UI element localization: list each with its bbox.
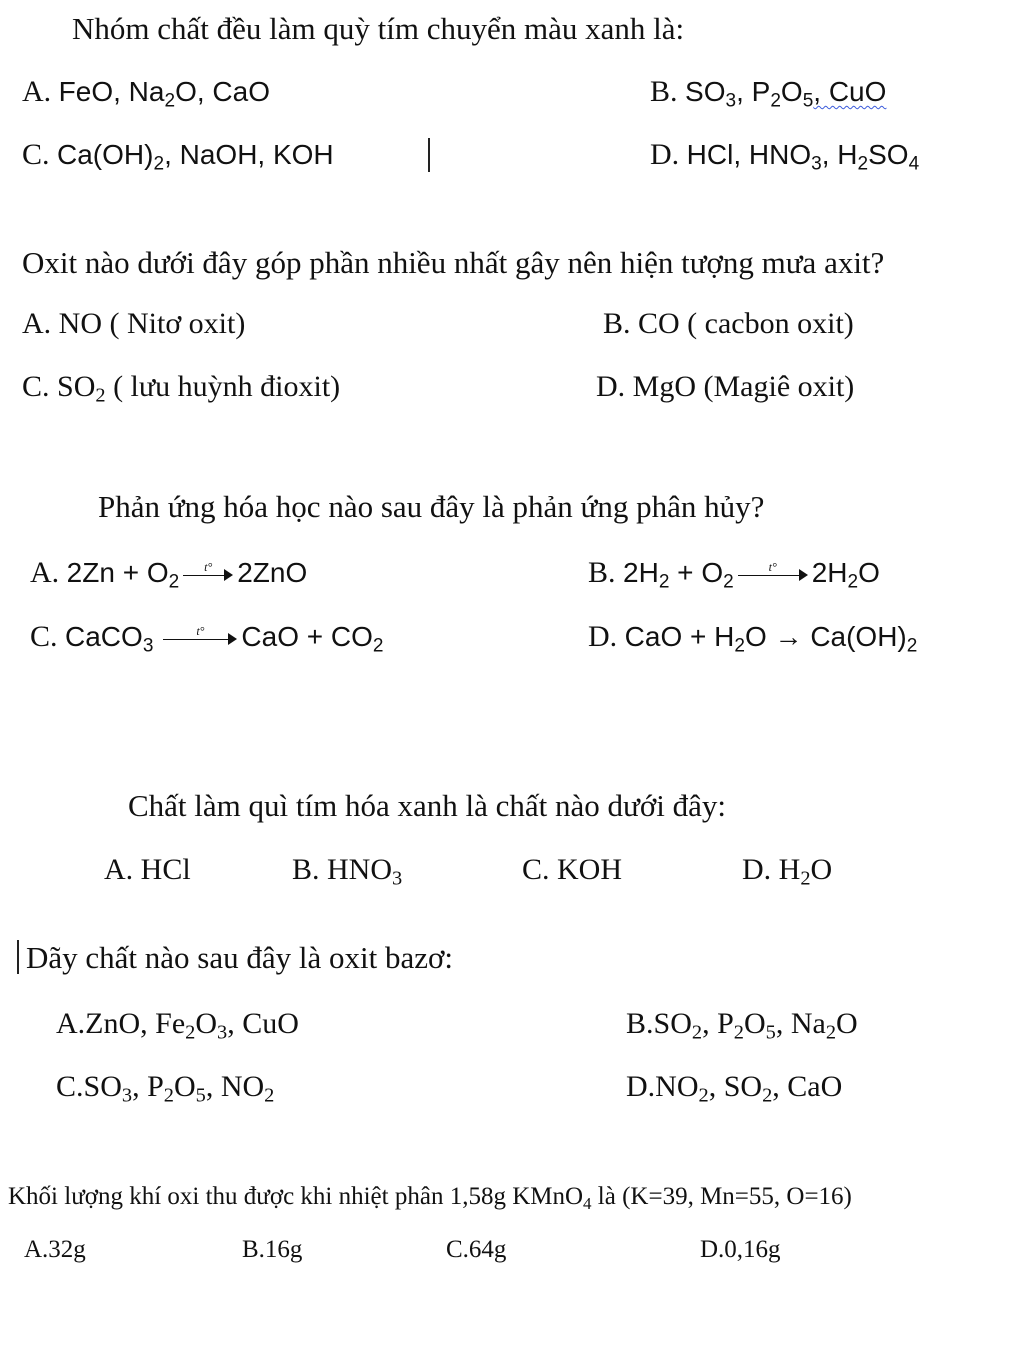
q5-question: Dãy chất nào sau đây là oxit bazơ: [26,940,453,975]
q6-option-c[interactable]: C.64g [446,1236,507,1263]
option-label: D. [650,138,680,171]
q6-option-b[interactable]: B.16g [242,1236,303,1263]
q2-question: Oxit nào dưới đây góp phần nhiều nhất gây nên hiện tượng mưa axit? [22,245,885,280]
option-label: C. [30,620,58,653]
q2-option-d[interactable]: D. MgO (Magiê oxit) [596,370,855,403]
q3-option-c[interactable] [30,619,383,655]
q3-option-a[interactable] [30,555,307,591]
q5-option-a[interactable]: A.ZnO, $Fe_2O_3$, CuO [56,1007,299,1044]
q3-option-b[interactable] [588,555,880,591]
heat-arrow-icon: t° [738,565,808,585]
q5-option-b[interactable]: $B.SO_2$, $P_2O_5$, $Na_2O$ [626,1007,858,1044]
q1-option-b[interactable] [650,74,886,110]
option-label: C. [22,138,50,171]
equation: CaO + $H_2O \to Ca(OH)_2$ [624,621,918,657]
q4-option-c[interactable]: C. KOH [522,853,623,886]
formula: $SO_3$, $P_2O_5$, CuO [685,76,887,112]
option-label: B. [588,556,616,589]
q2-option-a[interactable]: A. NO ( Nitơ oxit) [22,307,246,340]
q1-option-a[interactable] [22,74,270,110]
q3-option-d[interactable] [588,619,917,655]
q4-option-a[interactable]: A. HCl [104,853,191,886]
arrow-icon: → [774,621,803,652]
equation: CaCO$_3$ t° CaO + $CO_2$ [65,621,384,657]
q6-option-a[interactable]: A.32g [24,1236,86,1263]
q3-question: Phản ứng hóa học nào sau đây là phản ứng phân hủy? [98,489,765,524]
q4-option-d[interactable]: D. $H_2O$ [742,853,833,890]
q1-option-d[interactable] [650,137,919,173]
q5-option-c[interactable]: $C.SO_3$, $P_2O_5$, $NO_2$ [56,1070,275,1107]
q1-option-c[interactable] [22,137,334,173]
q2-option-c[interactable]: C. $SO_2$ ( lưu huỳnh đioxit) [22,370,341,407]
heat-arrow-icon: t° [183,565,233,585]
q6-question: Khối lượng khí oxi thu được khi nhiệt phân 1,58g KMnO$_4$ là (K=39, Mn=55, O=16) [8,1183,852,1213]
formula: FeO, $Na_2O$, CaO [58,76,270,112]
formula: $Ca(OH)_2$, NaOH, KOH [57,139,334,175]
option-label: B. [650,75,678,108]
text-cursor [17,940,19,974]
option-label: A. [22,75,52,108]
formula: HCl, $HNO_3$, $H_2SO_4$ [686,139,920,175]
q5-option-d[interactable]: $D.NO_2$, $SO_2$, CaO [626,1070,843,1107]
heat-arrow-icon: t° [163,629,237,649]
q2-option-b[interactable]: B. CO ( cacbon oxit) [603,307,854,340]
option-label: D. [588,620,618,653]
q1-question: Nhóm chất đều làm quỳ tím chuyển màu xanh là: [72,11,685,46]
q4-option-b[interactable]: B. $HNO_3$ [292,853,403,890]
q4-question: Chất làm quì tím hóa xanh là chất nào dưới đây: [128,788,726,823]
equation: $2H_2 + O_2$ t° $2H_2O$ [623,557,880,593]
q6-option-d[interactable]: D.0,16g [700,1236,781,1263]
text-cursor [428,138,430,172]
option-label: A. [30,556,60,589]
equation: $2Zn + O_2$ t° 2ZnO [66,557,308,593]
